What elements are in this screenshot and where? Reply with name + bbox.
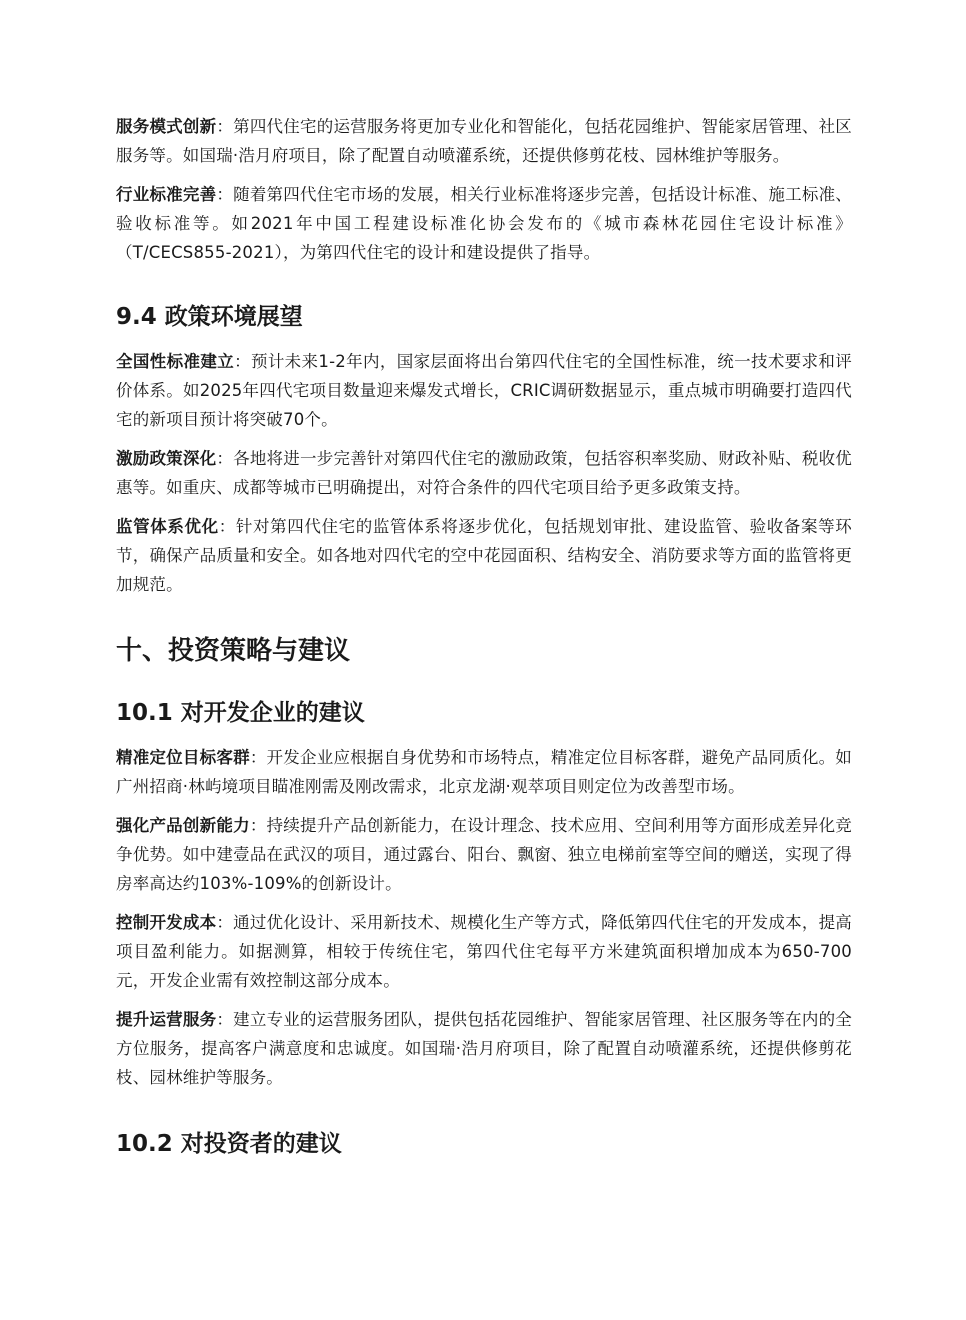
paragraph-term: 行业标准完善	[116, 185, 217, 204]
paragraph-text: ：随着第四代住宅市场的发展，相关行业标准将逐步完善，包括设计标准、施工标准、验收标准等。如2021年中国工程建设标准化协会发布的《城市森林花园住宅设计标准》（T/CECS855-2021），为第四代住宅的设计和建设提供了指导。	[116, 185, 852, 262]
paragraph-text: ：持续提升产品创新能力，在设计理念、技术应用、空间利用等方面形成差异化竞争优势。如中建壹品在武汉的项目，通过露台、阳台、飘窗、独立电梯前室等空间的赠送，实现了得房率高达约103%-109%的创新设计。	[116, 816, 852, 893]
paragraph-term: 服务模式创新	[116, 117, 217, 136]
paragraph-text: ：预计未来1-2年内，国家层面将出台第四代住宅的全国性标准，统一技术要求和评价体系。如2025年四代宅项目数量迎来爆发式增长，CRIC调研数据显示，重点城市明确要打造四代宅的新项目预计将突破70个。	[116, 352, 852, 429]
paragraph-text: ：通过优化设计、采用新技术、规模化生产等方式，降低第四代住宅的开发成本，提高项目盈利能力。如据测算，相较于传统住宅，第四代住宅每平方米建筑面积增加成本为650-700元，开发企业需有效控制这部分成本。	[116, 913, 852, 990]
paragraph-cost-control	[116, 908, 852, 995]
paragraph-product-innovation	[116, 811, 852, 898]
document-page	[116, 112, 852, 1161]
paragraph-incentive-policy	[116, 444, 852, 502]
section-heading-9-4: 9.4 政策环境展望	[116, 304, 303, 330]
paragraph-term: 激励政策深化	[116, 449, 217, 468]
chapter-heading-10: 十、投资策略与建议	[116, 636, 351, 666]
paragraph-text: ：各地将进一步完善针对第四代住宅的激励政策，包括容积率奖励、财政补贴、税收优惠等。如重庆、成都等城市已明确提出，对符合条件的四代宅项目给予更多政策支持。	[116, 449, 852, 497]
paragraph-target-customers	[116, 743, 852, 801]
paragraph-term: 控制开发成本	[116, 913, 217, 932]
paragraph-term: 全国性标准建立	[116, 352, 235, 371]
paragraph-regulatory-system	[116, 512, 852, 599]
paragraph-text: ：建立专业的运营服务团队，提供包括花园维护、智能家居管理、社区服务等在内的全方位服务，提高客户满意度和忠诚度。如国瑞·浩月府项目，除了配置自动喷灌系统，还提供修剪花枝、园林维护等服务。	[116, 1010, 852, 1087]
paragraph-national-standards	[116, 347, 852, 434]
paragraph-text: ：第四代住宅的运营服务将更加专业化和智能化，包括花园维护、智能家居管理、社区服务等。如国瑞·浩月府项目，除了配置自动喷灌系统，还提供修剪花枝、园林维护等服务。	[116, 117, 852, 165]
paragraph-operation-service	[116, 1005, 852, 1092]
section-heading-10-2: 10.2 对投资者的建议	[116, 1131, 342, 1157]
paragraph-term: 监管体系优化	[116, 517, 219, 536]
paragraph-service-model	[116, 112, 852, 170]
section-heading-10-1: 10.1 对开发企业的建议	[116, 700, 365, 726]
paragraph-term: 精准定位目标客群	[116, 748, 250, 767]
paragraph-term: 强化产品创新能力	[116, 816, 250, 835]
paragraph-text: ：针对第四代住宅的监管体系将逐步优化，包括规划审批、建设监管、验收备案等环节，确保产品质量和安全。如各地对四代宅的空中花园面积、结构安全、消防要求等方面的监管将更加规范。	[116, 517, 853, 594]
paragraph-industry-standards	[116, 180, 852, 267]
paragraph-term: 提升运营服务	[116, 1010, 217, 1029]
paragraph-text: ：开发企业应根据自身优势和市场特点，精准定位目标客群，避免产品同质化。如广州招商·林屿境项目瞄准刚需及刚改需求，北京龙湖·观萃项目则定位为改善型市场。	[116, 748, 852, 796]
